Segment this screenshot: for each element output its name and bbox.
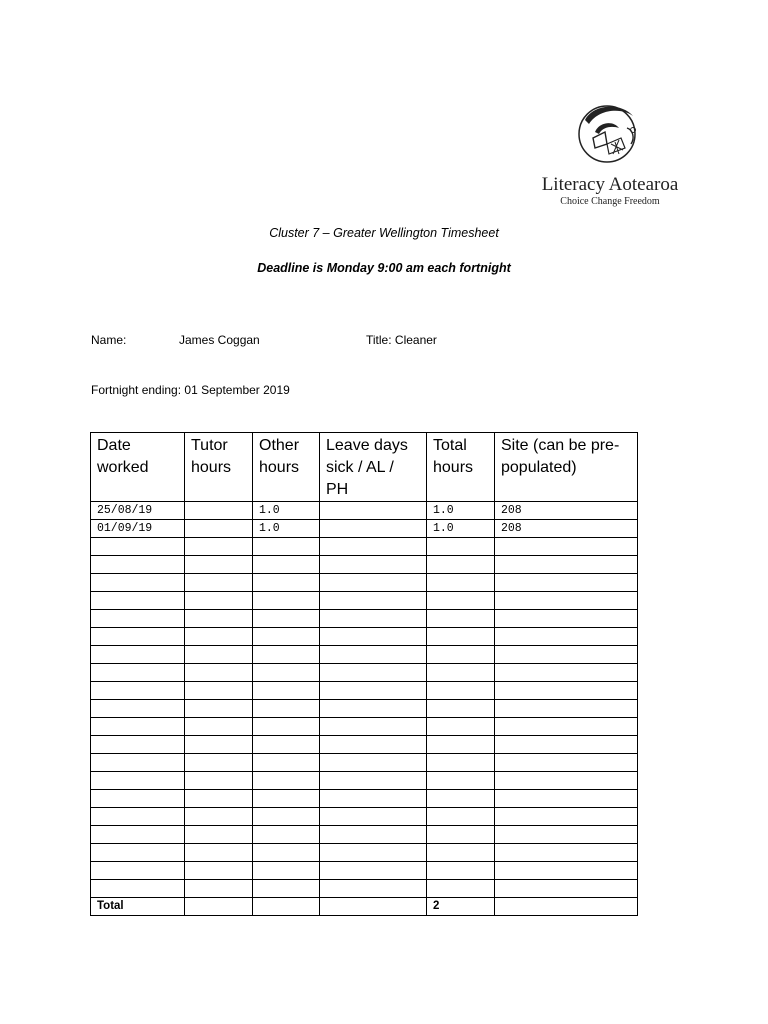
tutor-hours-cell [185,772,253,790]
table-row [91,844,638,862]
page-title: Cluster 7 – Greater Wellington Timesheet [269,226,499,240]
other-hours-cell [253,628,320,646]
total-cell [185,898,253,916]
column-header-tutor: Tutor hours [185,433,253,502]
other-hours-cell [253,646,320,664]
site-cell [495,538,638,556]
tutor-hours-cell [185,592,253,610]
date-cell: 01/09/19 [91,520,185,538]
date-cell [91,664,185,682]
leave-days-cell [320,538,427,556]
title-label: Title: [366,333,392,347]
table-row [91,610,638,628]
total-hours-value: 2 [427,898,495,916]
leave-days-cell [320,646,427,664]
total-hours-cell [427,628,495,646]
site-cell [495,556,638,574]
site-cell [495,664,638,682]
total-cell [320,898,427,916]
table-row [91,520,638,538]
total-hours-cell [427,880,495,898]
total-hours-cell [427,790,495,808]
total-hours-cell [427,646,495,664]
leave-days-cell [320,844,427,862]
table-row [91,718,638,736]
total-row [91,898,638,916]
tutor-hours-cell [185,736,253,754]
tutor-hours-cell [185,646,253,664]
date-cell [91,592,185,610]
date-cell: 25/08/19 [91,502,185,520]
other-hours-cell [253,736,320,754]
table-row [91,790,638,808]
tutor-hours-cell [185,700,253,718]
site-cell [495,862,638,880]
leave-days-cell [320,682,427,700]
tutor-hours-cell [185,790,253,808]
site-cell [495,772,638,790]
leave-days-cell [320,826,427,844]
date-cell [91,808,185,826]
site-cell: 208 [495,502,638,520]
total-cell [495,898,638,916]
date-cell [91,880,185,898]
leave-days-cell [320,808,427,826]
other-hours-cell: 1.0 [253,520,320,538]
total-hours-cell [427,592,495,610]
date-cell [91,754,185,772]
total-hours-cell [427,664,495,682]
table-row [91,772,638,790]
total-hours-cell [427,574,495,592]
total-hours-cell [427,862,495,880]
tutor-hours-cell [185,502,253,520]
total-hours-cell [427,682,495,700]
tutor-hours-cell [185,808,253,826]
other-hours-cell [253,772,320,790]
other-hours-cell [253,664,320,682]
table-header-row [91,433,638,502]
total-hours-cell [427,538,495,556]
other-hours-cell [253,808,320,826]
date-cell [91,610,185,628]
other-hours-cell [253,880,320,898]
table-row [91,556,638,574]
name-value: James Coggan [179,333,260,347]
tutor-hours-cell [185,880,253,898]
total-hours-cell [427,610,495,628]
site-cell [495,736,638,754]
leave-days-cell [320,736,427,754]
other-hours-cell [253,826,320,844]
leave-days-cell [320,664,427,682]
total-hours-cell: 1.0 [427,520,495,538]
site-cell [495,592,638,610]
column-header-other: Other hours [253,433,320,502]
table-row [91,682,638,700]
table-row [91,538,638,556]
total-hours-cell [427,826,495,844]
tutor-hours-cell [185,826,253,844]
total-hours-cell [427,736,495,754]
other-hours-cell [253,538,320,556]
title-field [366,333,437,347]
tutor-hours-cell [185,844,253,862]
total-hours-cell [427,718,495,736]
leave-days-cell [320,502,427,520]
total-hours-cell [427,772,495,790]
tutor-hours-cell [185,628,253,646]
table-row [91,826,638,844]
tutor-hours-cell [185,862,253,880]
logo-name: Literacy Aotearoa [541,174,679,195]
site-cell [495,646,638,664]
site-cell [495,700,638,718]
site-cell [495,718,638,736]
total-hours-cell [427,754,495,772]
tutor-hours-cell [185,556,253,574]
table-row [91,664,638,682]
site-cell [495,754,638,772]
timesheet-table [90,432,638,916]
column-header-site: Site (can be pre-populated) [495,433,638,502]
other-hours-cell [253,682,320,700]
date-cell [91,700,185,718]
leave-days-cell [320,520,427,538]
name-label: Name: [91,333,127,347]
leave-days-cell [320,556,427,574]
leave-days-cell [320,700,427,718]
total-hours-cell [427,556,495,574]
total-hours-cell: 1.0 [427,502,495,520]
leave-days-cell [320,862,427,880]
date-cell [91,628,185,646]
logo-emblem-icon [575,98,645,168]
table-row [91,880,638,898]
logo-tagline: Choice Change Freedom [560,196,660,207]
leave-days-cell [320,718,427,736]
other-hours-cell [253,556,320,574]
tutor-hours-cell [185,682,253,700]
site-cell [495,628,638,646]
date-cell [91,718,185,736]
date-cell [91,772,185,790]
date-cell [91,844,185,862]
fortnight-field [91,383,290,397]
total-hours-cell [427,700,495,718]
table-row [91,646,638,664]
column-header-total: Total hours [427,433,495,502]
site-cell [495,574,638,592]
table-row [91,502,638,520]
table-row [91,574,638,592]
tutor-hours-cell [185,520,253,538]
literacy-aotearoa-logo [530,98,690,213]
tutor-hours-cell [185,610,253,628]
site-cell [495,790,638,808]
date-cell [91,682,185,700]
leave-days-cell [320,880,427,898]
site-cell: 208 [495,520,638,538]
other-hours-cell [253,718,320,736]
leave-days-cell [320,574,427,592]
leave-days-cell [320,790,427,808]
other-hours-cell [253,754,320,772]
date-cell [91,862,185,880]
total-cell [253,898,320,916]
deadline-note: Deadline is Monday 9:00 am each fortnight [257,261,511,275]
leave-days-cell [320,772,427,790]
tutor-hours-cell [185,574,253,592]
tutor-hours-cell [185,718,253,736]
leave-days-cell [320,628,427,646]
total-label: Total [91,898,185,916]
fortnight-label: Fortnight ending: [91,383,182,397]
date-cell [91,826,185,844]
site-cell [495,610,638,628]
table-row [91,628,638,646]
total-hours-cell [427,844,495,862]
other-hours-cell [253,610,320,628]
tutor-hours-cell [185,754,253,772]
date-cell [91,736,185,754]
site-cell [495,826,638,844]
leave-days-cell [320,592,427,610]
site-cell [495,844,638,862]
table-row [91,736,638,754]
table-row [91,754,638,772]
table-row [91,808,638,826]
total-hours-cell [427,808,495,826]
other-hours-cell [253,574,320,592]
column-header-leave: Leave days sick / AL / PH [320,433,427,502]
date-cell [91,574,185,592]
site-cell [495,808,638,826]
other-hours-cell [253,592,320,610]
leave-days-cell [320,754,427,772]
site-cell [495,880,638,898]
other-hours-cell: 1.0 [253,502,320,520]
other-hours-cell [253,790,320,808]
date-cell [91,538,185,556]
date-cell [91,556,185,574]
site-cell [495,682,638,700]
leave-days-cell [320,610,427,628]
fortnight-value: 01 September 2019 [184,383,290,397]
tutor-hours-cell [185,664,253,682]
date-cell [91,790,185,808]
tutor-hours-cell [185,538,253,556]
title-value: Cleaner [394,333,437,347]
table-row [91,862,638,880]
other-hours-cell [253,844,320,862]
date-cell [91,646,185,664]
other-hours-cell [253,700,320,718]
table-row [91,700,638,718]
table-row [91,592,638,610]
column-header-date: Date worked [91,433,185,502]
other-hours-cell [253,862,320,880]
